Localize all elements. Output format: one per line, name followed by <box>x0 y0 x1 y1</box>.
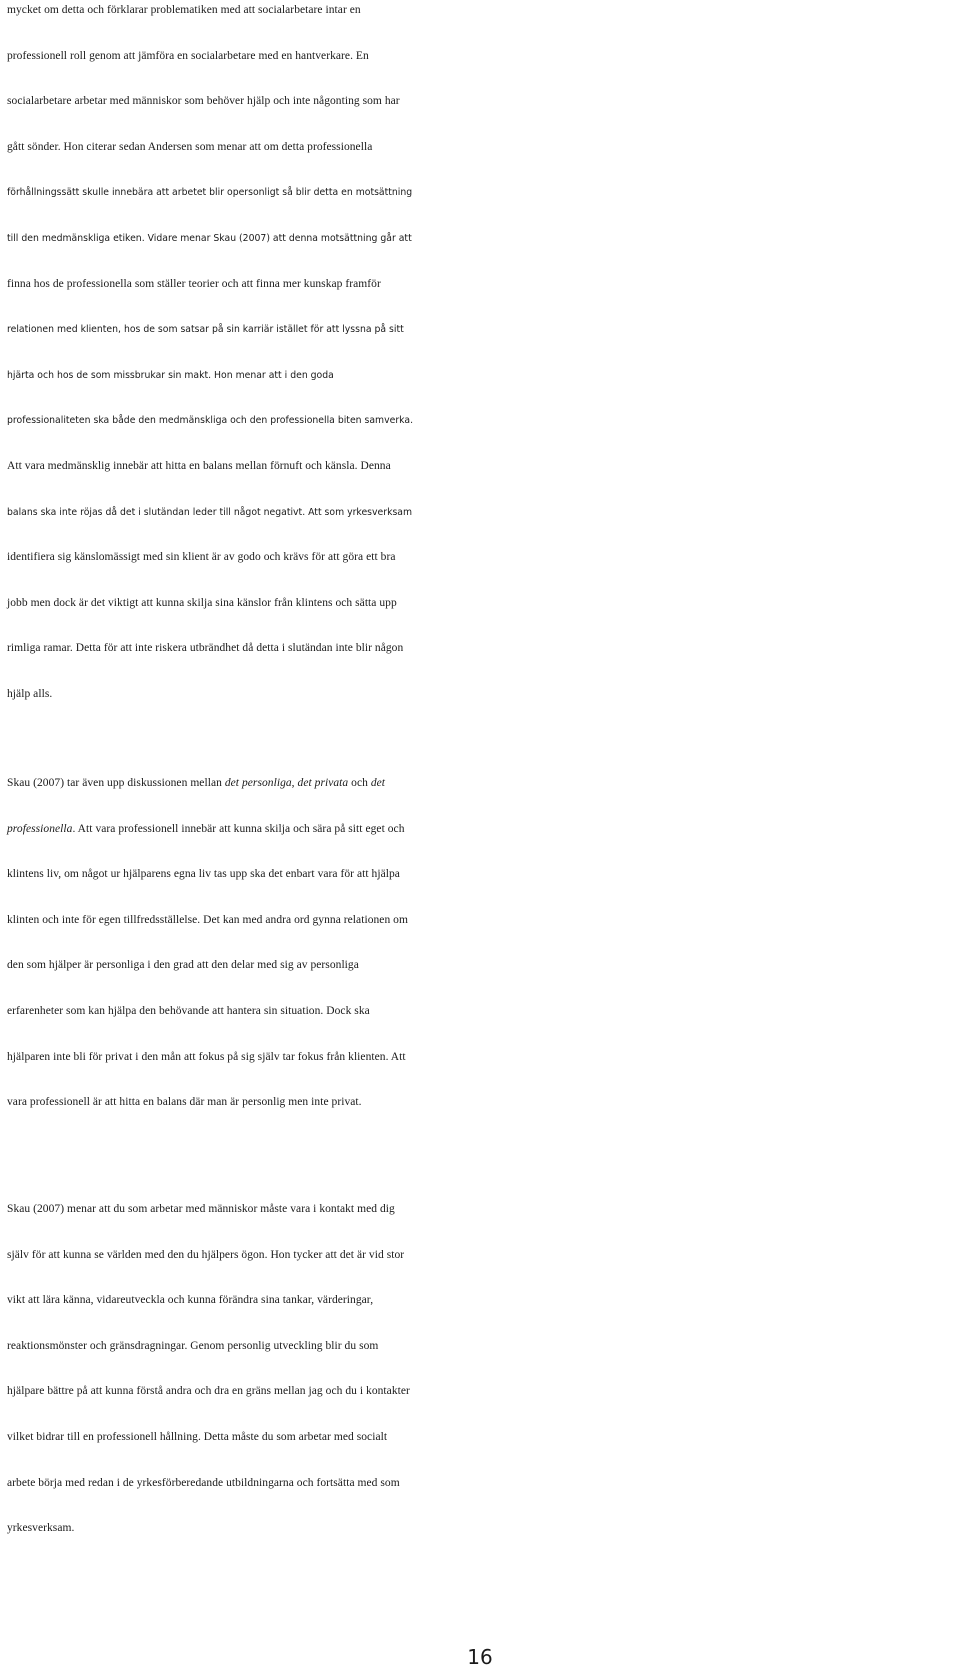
text-line: reaktionsmönster och gränsdragningar. Genom personlig utveckling blir du som <box>7 1339 379 1352</box>
text-line: finna hos de professionella som ställer teorier och att finna mer kunskap framför <box>7 277 381 290</box>
italic-term: det personliga <box>224 777 292 789</box>
text-line: hjälp alls. <box>7 687 53 700</box>
text-line: erfarenheter som kan hjälpa den behövande att hantera sin situation. Dock ska <box>7 1004 370 1017</box>
text-run: . Att vara professionell innebär att kunna skilja och sära på sitt eget och <box>72 822 405 835</box>
text-line: relationen med klienten, hos de som satsar på sin karriär istället för att lyssna på sitt <box>7 324 404 336</box>
text-line: förhållningssätt skulle innebära att arbetet blir opersonligt så blir detta en motsättning <box>7 187 413 199</box>
text-line: gått sönder. Hon citerar sedan Andersen som menar att om detta professionella <box>7 140 373 153</box>
text-line: vikt att lära känna, vidareutveckla och kunna förändra sina tankar, värderingar, <box>7 1294 374 1307</box>
italic-term: det privata <box>297 777 349 789</box>
text-line: balans ska inte röjas då det i slutändan leder till något negativt. Att som yrkesverksam <box>7 506 413 518</box>
text-line: professionaliteten ska både den medmänskliga och den professionella biten samverka. <box>7 415 414 427</box>
text-line: rimliga ramar. Detta för att inte riskera utbrändhet då detta i slutändan inte blir någon <box>7 642 404 655</box>
text-line: hjälpare bättre på att kunna förstå andra och dra en gräns mellan jag och du i kontakter <box>7 1385 410 1398</box>
text-line: identifiera sig känslomässigt med sin klient är av godo och krävs för att göra ett bra <box>7 551 396 564</box>
paragraph-1 <box>7 0 959 718</box>
text-line: socialarbetare arbetar med människor som behöver hjälp och inte någonting som har <box>7 95 400 108</box>
text-line: yrkesverksam. <box>7 1522 75 1535</box>
text-run: Skau (2007) tar även upp diskussionen mellan <box>7 777 225 789</box>
italic-term: professionella <box>7 822 73 835</box>
text-line: mycket om detta och förklarar problematiken med att socialarbetare intar en <box>7 4 361 16</box>
text-line: till den medmänskliga etiken. Vidare menar Skau (2007) att denna motsättning går att <box>7 232 412 244</box>
text-line: Skau (2007) menar att du som arbetar med människor måste vara i kontakt med dig <box>7 1203 395 1215</box>
text-line: klinten och inte för egen tillfredsställelse. Det kan med andra ord gynna relationen om <box>7 913 408 926</box>
paragraph-3 <box>7 1187 959 1552</box>
text-line: klintens liv, om något ur hjälparens egna liv tas upp ska det enbart vara för att hjälpa <box>7 868 400 881</box>
text-line: professionell roll genom att jämföra en socialarbetare med en hantverkare. En <box>7 49 369 62</box>
text-line: den som hjälper är personliga i den grad att den delar med sig av personliga <box>7 959 359 972</box>
text-line: hjärta och hos de som missbrukar sin makt. Hon menar att i den goda <box>7 369 334 381</box>
text-line <box>7 807 959 853</box>
text-line <box>7 761 959 807</box>
text-line: arbete börja med redan i de yrkesförberedande utbildningarna och fortsätta med som <box>7 1476 400 1489</box>
text-run: , <box>291 777 298 789</box>
paragraph-2 <box>7 761 959 1126</box>
text-line: själv för att kunna se världen med den du hjälpers ögon. Hon tycker att det är vid stor <box>7 1248 405 1261</box>
text-line: vilket bidrar till en professionell hållning. Detta måste du som arbetar med socialt <box>7 1430 388 1443</box>
text-line: Att vara medmänsklig innebär att hitta en balans mellan förnuft och känsla. Denna <box>7 459 391 472</box>
text-line: jobb men dock är det viktigt att kunna skilja sina känslor från klintens och sätta upp <box>7 596 397 609</box>
text-run: och <box>348 777 371 789</box>
page-number: 16 <box>467 1645 493 1669</box>
text-line: hjälparen inte bli för privat i den mån att fokus på sig själv tar fokus från klienten. Att <box>7 1050 406 1063</box>
text-line: vara professionell är att hitta en balans där man är personlig men inte privat. <box>7 1096 362 1109</box>
italic-term: det <box>370 777 386 789</box>
